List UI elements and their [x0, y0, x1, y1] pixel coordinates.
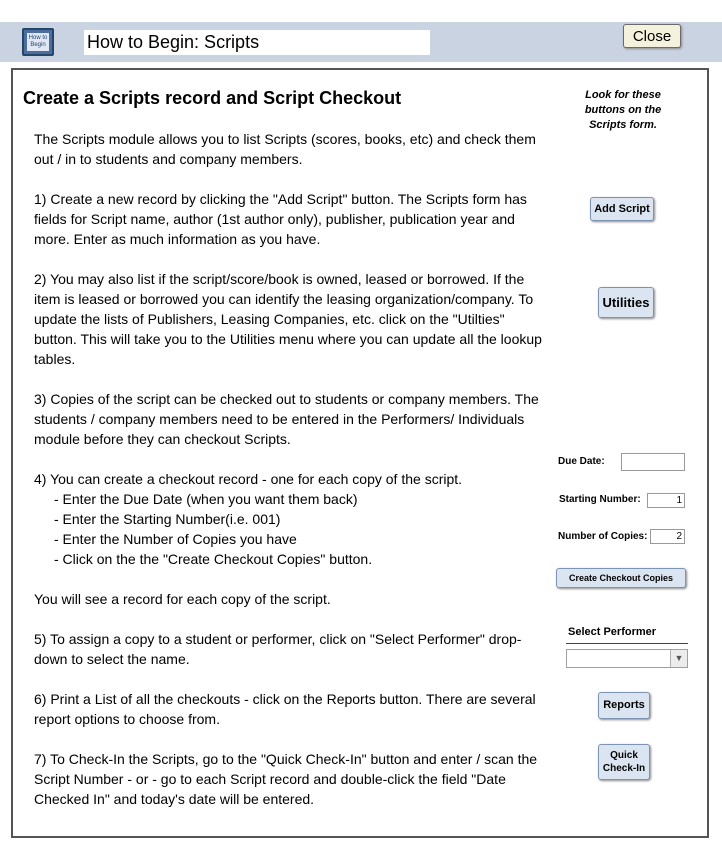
number-of-copies-field[interactable]: 2 — [650, 529, 685, 544]
step-4-item: - Enter the Number of Copies you have — [54, 531, 297, 547]
step-4-item: - Click on the the "Create Checkout Copies" button. — [54, 551, 373, 567]
reports-button[interactable]: Reports — [598, 692, 650, 719]
step-4-after-text: You will see a record for each copy of the script. — [34, 591, 331, 607]
chevron-down-icon[interactable]: ▼ — [670, 650, 687, 667]
buttons-hint: Look for these buttons on the Scripts form. — [584, 89, 662, 131]
section-heading: Create a Scripts record and Script Checkout — [23, 88, 402, 108]
quick-checkin-button[interactable]: Quick Check-In — [598, 744, 650, 780]
step-7-text: 7) To Check-In the Scripts, go to the "Quick Check-In" button and enter / scan the Script Number - or - go to each Script record and double-click the field "Date Checked In" and today's date will be entered. — [34, 751, 538, 807]
step-2-text: 2) You may also list if the script/score/book is owned, leased or borrowed. If the item is leased or borrowed you can identify the leasing organization/company. To update the lists of Publishers, Leasing Companies, etc. click on the "Utilties" button. This will take you to the Utilities menu where you can update all the lookup tables. — [34, 271, 542, 367]
step-4-item: - Enter the Due Date (when you want them back) — [54, 491, 358, 507]
step-6-text: 6) Print a List of all the checkouts - click on the Reports button. There are several report options to choose from. — [34, 691, 536, 727]
due-date-field[interactable] — [621, 453, 685, 471]
due-date-label: Due Date: — [558, 456, 605, 467]
select-performer-dropdown[interactable] — [566, 649, 688, 668]
page-title: How to Begin: Scripts — [84, 30, 430, 55]
starting-number-label: Starting Number: — [559, 494, 641, 505]
create-checkout-copies-button[interactable]: Create Checkout Copies — [556, 568, 686, 588]
step-3-text: 3) Copies of the script can be checked out to students or company members. The students / company members need to be entered in the Performers/ Individuals module before they can checkout Scripts. — [34, 391, 539, 447]
step-4-item: - Enter the Starting Number(i.e. 001) — [54, 511, 281, 527]
add-script-button[interactable]: Add Script — [590, 197, 654, 221]
step-1-text: 1) Create a new record by clicking the "Add Script" button. The Scripts form has fields for Script name, author (1st author only), publisher, publication year and more. Enter as much information as you have. — [34, 191, 527, 247]
step-5-text: 5) To assign a copy to a student or performer, click on "Select Performer" drop-down to select the name. — [34, 631, 522, 667]
intro-text: The Scripts module allows you to list Scripts (scores, books, etc) and check them out / in to students and company members. — [34, 131, 536, 167]
close-button[interactable]: Close — [623, 24, 681, 48]
step-4-text: 4) You can create a checkout record - one for each copy of the script. — [34, 471, 463, 487]
book-icon-label: How to Begin — [27, 33, 49, 51]
utilities-button[interactable]: Utilities — [598, 287, 654, 318]
starting-number-field[interactable]: 1 — [647, 493, 685, 508]
select-performer-label: Select Performer — [568, 626, 657, 638]
select-performer-divider — [566, 643, 688, 644]
book-icon — [22, 28, 54, 56]
number-of-copies-label: Number of Copies: — [558, 531, 648, 542]
